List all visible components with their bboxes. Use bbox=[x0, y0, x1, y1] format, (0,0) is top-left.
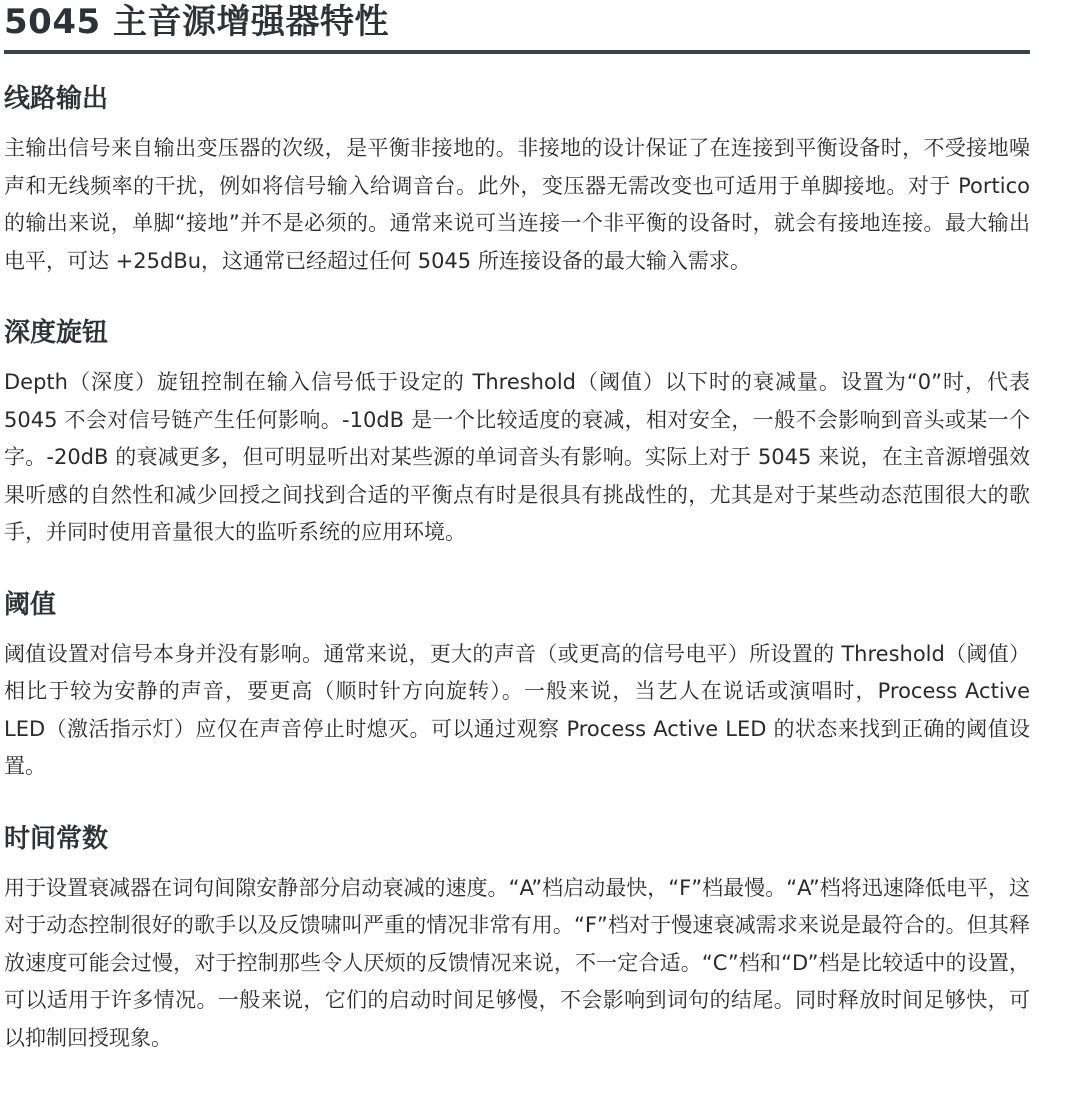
title-divider bbox=[4, 50, 1030, 54]
section-threshold bbox=[4, 588, 1034, 786]
section-heading: 线路输出 bbox=[4, 84, 109, 114]
section-line-output bbox=[4, 82, 1034, 280]
section-time-constant bbox=[4, 822, 1034, 1058]
section-paragraph: 用于设置衰减器在词句间隙安静部分启动衰减的速度。“A”档启动最快，“F”档最慢。“A”档将迅速降低电平，这对于动态控制很好的歌手以及反馈啸叫严重的情况非常有用。“F”档对于慢速衰减需求来说是最符合的。但其释放速度可能会过慢，对于控制那些令人厌烦的反馈情况来说，不一定合适。“C”档和“D”档是比较适中的设置，可以适用于许多情况。一般来说，它们的启动时间足够慢，不会影响到词句的结尾。同时释放时间足够快，可以抑制回授现象。 bbox=[4, 875, 1030, 1050]
section-heading: 深度旋钮 bbox=[4, 318, 109, 348]
section-paragraph: Depth（深度）旋钮控制在输入信号低于设定的 Threshold（阈值）以下时的衰减量。设置为“0”时，代表 5045 不会对信号链产生任何影响。-10dB 是一个比较适度的衰减，相对安全，一般不会影响到音头或某一个字。-20dB 的衰减更多，但可明显听出对某些源的单词音头有影响。实际上对于 5045 来说，在主音源增强效果听感的自然性和减少回授之间找到合适的平衡点有时是很具有挑战性的，尤其是对于某些动态范围很大的歌手，并同时使用音量很大的监听系统的应用环境。 bbox=[4, 370, 1030, 544]
page-title: 5045 主音源增强器特性 bbox=[4, 2, 389, 42]
section-depth-knob bbox=[4, 316, 1034, 552]
section-paragraph: 阈值设置对信号本身并没有影响。通常来说，更大的声音（或更高的信号电平）所设置的 Threshold（阈值）相比于较为安静的声音，要更高（顺时针方向旋转）。一般来说，当艺人在说话或演唱时，Process Active LED（激活指示灯）应仅在声音停止时熄灭。可以通过观察 Process Active LED 的状态来找到正确的阈值设置。 bbox=[4, 641, 1030, 778]
section-paragraph: 主输出信号来自输出变压器的次级，是平衡非接地的。非接地的设计保证了在连接到平衡设备时，不受接地噪声和无线频率的干扰，例如将信号输入给调音台。此外，变压器无需改变也可适用于单脚接地。对于 Portico 的输出来说，单脚“接地”并不是必须的。通常来说可当连接一个非平衡的设备时，就会有接地连接。最大输出电平，可达 +25dBu，这通常已经超过任何 5045 所连接设备的最大输入需求。 bbox=[4, 136, 1030, 273]
section-heading: 阈值 bbox=[4, 589, 57, 620]
section-heading: 时间常数 bbox=[4, 823, 109, 854]
